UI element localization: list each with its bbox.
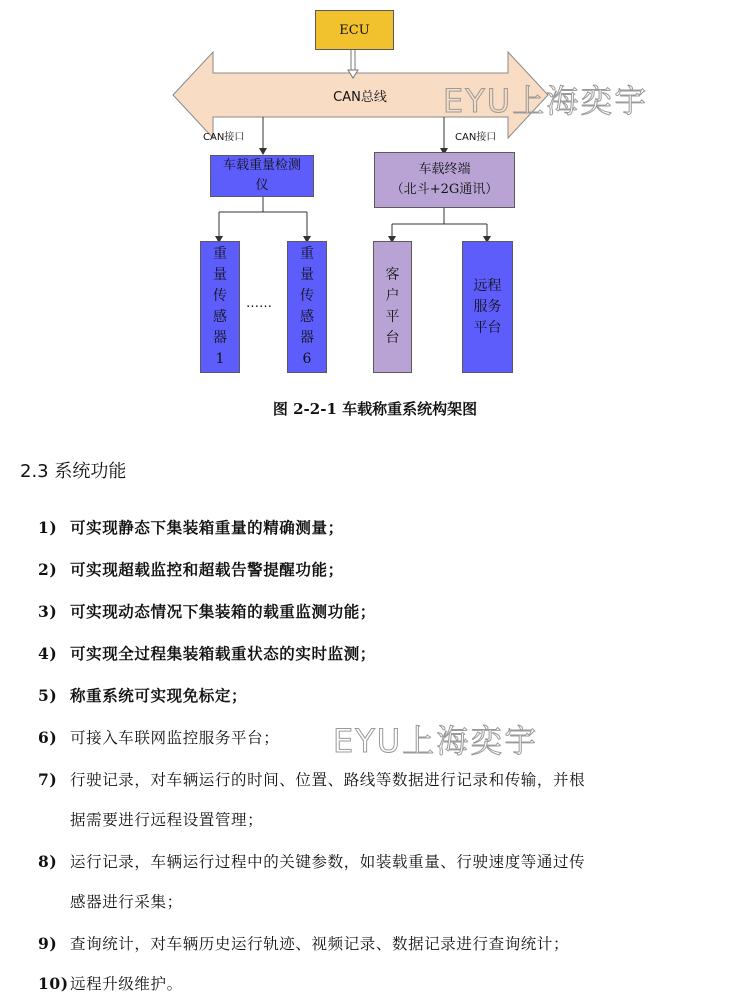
client-platform-char: 台 bbox=[385, 330, 400, 346]
list-item-text: 可实现动态情况下集装箱的载重监测功能； bbox=[70, 602, 376, 621]
list-item-text: 运行记录，车辆运行过程中的关键参数，如装载重量、行驶速度等通过传 bbox=[70, 853, 586, 871]
sensor-6-char: 传 bbox=[300, 288, 314, 304]
sensor-1-char: 感 bbox=[213, 309, 227, 325]
remote-platform-line: 平台 bbox=[473, 319, 502, 336]
list-item bbox=[38, 600, 728, 622]
sensor-1-char: 重 bbox=[213, 246, 227, 262]
watermark-middle: EYU上海奕宇 bbox=[333, 722, 539, 760]
terminal-label: 车载终端 bbox=[418, 162, 471, 177]
sensor-6-char: 6 bbox=[302, 351, 312, 367]
sensor-6-char: 感 bbox=[300, 309, 314, 325]
figure-caption: 图 2-2-1 车载称重系统构架图 bbox=[272, 400, 478, 418]
list-item-continuation: 据需要进行远程设置管理； bbox=[70, 811, 264, 829]
list-item bbox=[38, 768, 728, 790]
list-item bbox=[38, 642, 728, 664]
list-item-text: 查询统计，对车辆历史运行轨迹、视频记录、数据记录进行查询统计； bbox=[70, 935, 570, 953]
list-item-number: 9) bbox=[38, 934, 58, 953]
list-item-number: 2) bbox=[38, 560, 58, 579]
terminal-sublabel: （北斗+2G通讯） bbox=[390, 182, 499, 197]
list-item bbox=[38, 972, 728, 994]
list-item-text: 可实现静态下集装箱重量的精确测量； bbox=[70, 518, 344, 537]
list-item-text: 可实现超载监控和超载告警提醒功能； bbox=[70, 560, 344, 579]
can-bus-label: CAN总线 bbox=[333, 90, 387, 105]
section-title: 2.3 系统功能 bbox=[20, 461, 127, 482]
sensor-1-char: 1 bbox=[215, 351, 225, 367]
ecu-label: ECU bbox=[339, 22, 370, 38]
sensor-1-char: 器 bbox=[213, 330, 227, 346]
remote-platform-line: 远程 bbox=[473, 277, 502, 294]
terminal-box bbox=[374, 152, 515, 208]
list-item-number: 10) bbox=[38, 974, 69, 993]
sensor-6-char: 重 bbox=[300, 246, 314, 262]
list-item-number: 7) bbox=[38, 770, 58, 789]
watermark-top: EYU上海奕宇 bbox=[443, 82, 649, 120]
list-item-number: 1) bbox=[38, 518, 58, 537]
list-item-number: 4) bbox=[38, 644, 58, 663]
ellipsis-label: …… bbox=[246, 296, 272, 311]
client-platform-box bbox=[373, 241, 412, 373]
list-item bbox=[38, 684, 728, 706]
list-item bbox=[38, 850, 728, 872]
list-item-number: 3) bbox=[38, 602, 58, 621]
sensor-6-box bbox=[287, 241, 327, 373]
list-item-text: 行驶记录，对车辆运行的时间、位置、路线等数据进行记录和传输，并根 bbox=[70, 771, 586, 789]
list-item-continuation: 感器进行采集； bbox=[70, 893, 183, 911]
can-port-right-label: CAN接口 bbox=[455, 132, 497, 143]
list-item-text: 远程升级维护。 bbox=[70, 975, 183, 993]
remote-platform-box bbox=[462, 241, 513, 373]
list-item-text: 称重系统可实现免标定； bbox=[70, 686, 248, 705]
client-platform-char: 户 bbox=[385, 288, 400, 304]
list-item-number: 5) bbox=[38, 686, 58, 705]
ecu-box bbox=[315, 10, 394, 50]
list-item-text: 可接入车联网监控服务平台； bbox=[70, 729, 280, 747]
sensor-6-char: 量 bbox=[300, 267, 314, 283]
list-item bbox=[38, 516, 728, 538]
sensor-1-char: 量 bbox=[213, 267, 227, 283]
client-platform-char: 平 bbox=[385, 309, 400, 325]
list-item-number: 8) bbox=[38, 852, 58, 871]
client-platform-char: 客 bbox=[385, 267, 400, 283]
list-item-text: 可实现全过程集装箱载重状态的实时监测； bbox=[70, 644, 376, 663]
list-item bbox=[38, 932, 728, 954]
list-item bbox=[38, 558, 728, 580]
can-port-left-label: CAN接口 bbox=[203, 132, 245, 143]
weigh-device-label: 车载重量检测仪 bbox=[222, 158, 301, 193]
sensor-1-box bbox=[200, 241, 240, 373]
sensor-6-char: 器 bbox=[300, 330, 314, 346]
sensor-1-char: 传 bbox=[213, 288, 227, 304]
remote-platform-line: 服务 bbox=[473, 298, 502, 315]
list-item-number: 6) bbox=[38, 728, 58, 747]
weigh-device-box bbox=[210, 155, 314, 197]
